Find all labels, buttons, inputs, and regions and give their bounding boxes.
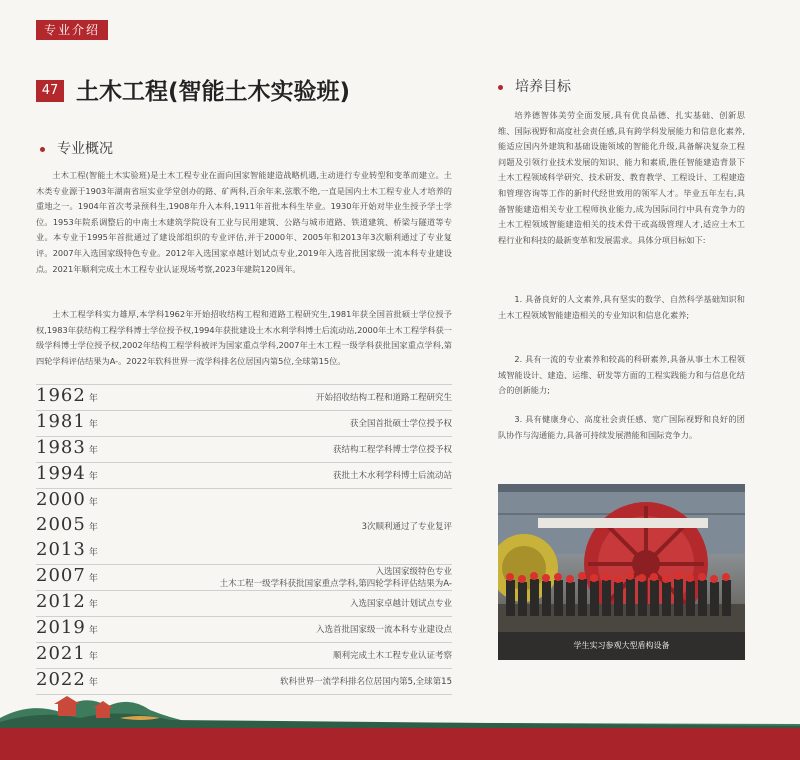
timeline-year [36,385,99,410]
timeline-year [36,463,99,488]
timeline-year [36,411,99,436]
timeline-row [36,590,452,616]
timeline-row [36,384,452,410]
year-suffix: 年 [88,574,99,584]
timeline-event: 软科世界一流学科排名位居国内第5,全球第15 [280,676,452,687]
timeline-years [36,437,99,462]
page-number-badge: 47 [36,80,64,102]
timeline-year [36,489,99,514]
goal-item-3: 3. 具有健康身心、高度社会责任感、宽广国际视野和良好的团队协作与沟通能力,具备可持续发展潜能和国际竞争力。 [498,414,745,440]
timeline-event: 开始招收结构工程和道路工程研究生 [315,392,452,403]
overview-heading-text: 专业概况 [57,141,113,157]
timeline-years [36,411,99,436]
overview-paragraph-2: 土木工程学科实力雄厚,本学科1962年开始招收结构工程和道路工程研究生,1981年获全国首批硕士学位授予权,1983年获结构工程学科博士学位授予权,1994年获批建设土木水利学科博士后流动站,2000年土木工程学科获一级学科博士学位授予权,2002年结构工程学科被评为国家重点学科,2007年土木工程一级学科获批国家重点学科,第四轮学科评估结果为A-。2022年软科世界一流学科排名位居国内第5位,全球第15位。 [36,309,452,366]
timeline-row [36,462,452,488]
year-suffix: 年 [88,678,99,688]
timeline-years [36,643,99,668]
timeline-events [350,418,452,430]
timeline-event: 顺利完成土木工程专业认证考察 [332,650,452,661]
overview-heading [40,138,113,158]
goal-item-1: 1. 具备良好的人文素养,具有坚实的数学、自然科学基础知识和土木工程领域智能建造相关的专业知识和信息化素养; [498,294,745,320]
year-suffix: 年 [88,600,99,610]
timeline-years [36,463,99,488]
timeline-events [362,521,452,533]
timeline-event: 入选首批国家级一流本科专业建设点 [315,624,452,635]
timeline-years [36,591,99,616]
year-number: 2021 [36,643,86,664]
timeline-row [36,564,452,590]
year-suffix: 年 [88,420,99,430]
timeline-years [36,385,99,410]
goals-heading-text: 培养目标 [515,79,571,95]
timeline-events [333,444,452,456]
goal-item-2: 2. 具有一流的专业素养和较高的科研素养,具备从事土木工程领域智能设计、建造、运维、研发等方面的工程实践能力和与信息化结合的创新能力; [498,354,745,396]
year-suffix: 年 [88,498,99,508]
timeline-years [36,489,99,564]
timeline-event: 土木工程一级学科获批国家重点学科,第四轮学科评估结果为A- [219,578,452,589]
bullet-dot-icon [40,147,45,152]
year-number: 2007 [36,565,86,586]
timeline-events [316,392,452,404]
goals-intro: 培养德智体美劳全面发展,具有优良品德、扎实基础、创新思维、国际视野和高度社会责任感,具有跨学科发展能力和信息化素养,能适应国内外建筑和基础设施领域的智能化升级,具备解决复杂工程问题及引领行业技术发展的知识、能力和素质,胜任智能建造背景下土木工程领域科学研究、技术研发、教育教学、工程设计、工程建造和管理咨询等工作的新时代经世致用的领军人才。毕业五年左右,具备智能建造相关专业工程师执业能力,成为国际同行中具有竞争力的土木工程领域智能建造相关的技术骨干或高级管理人才,适应土木工程行业和科技的最新变革和发展需求。具体分项目标如下: [498,110,745,245]
year-number: 2012 [36,591,86,612]
timeline-year [36,643,99,668]
timeline-row [36,410,452,436]
section-tag: 专业介绍 [36,20,108,40]
timeline-event: 入选国家卓越计划试点专业 [349,598,452,609]
year-suffix: 年 [88,652,99,662]
timeline-events [350,598,452,610]
year-number: 2005 [36,514,86,535]
timeline-events [280,676,452,688]
year-suffix: 年 [88,626,99,636]
year-number: 1994 [36,463,86,484]
year-suffix: 年 [88,548,99,558]
photo-caption: 学生实习参观大型盾构设备 [498,632,745,660]
timeline-events [333,470,452,482]
timeline-event: 3次顺利通过了专业复评 [361,521,452,532]
timeline-year [36,437,99,462]
timeline-event: 获全国首批硕士学位授予权 [349,418,452,429]
timeline-event: 获结构工程学科博士学位授予权 [332,444,452,455]
timeline-year [36,539,99,564]
bullet-dot-icon [498,85,503,90]
year-number: 2019 [36,617,86,638]
footer-bar [0,728,800,760]
timeline-row [36,616,452,642]
year-number: 2000 [36,489,86,510]
timeline-event: 获批土木水利学科博士后流动站 [332,470,452,481]
year-number: 2022 [36,669,86,690]
milestone-timeline [36,384,452,695]
timeline-years [36,617,99,642]
timeline-events [316,624,452,636]
timeline-row [36,488,452,564]
page-title: 土木工程(智能土木实验班) [76,79,351,105]
year-suffix: 年 [88,394,99,404]
year-number: 2013 [36,539,86,560]
timeline-year [36,617,99,642]
overview-paragraph-1: 土木工程(智能土木实验班)是土木工程专业在面向国家智能建造战略机遇,主动进行专业转型和变革而建立。土木类专业源于1903年湖南省垣实业学堂创办的路、矿两科,百余年来,弦歌不绝,一直是国内土木工程专业人才培养的重地之一。1904年首次考录预科生,1908年升入本科,1911年首批本科生毕业。1930年开始对毕业生授予学士学位。1953年院系调整后的中南土木建筑学院设有工业与民用建筑、公路与城市道路、铁道建筑、桥梁与隧道等专业。本专业于1995年首批通过了建设部组织的专业评估,并于2000年、2005年和2013年3次顺利通过了专业复评。2007年入选国家级特色专业。2012年入选国家卓越计划试点专业,2019年入选首批国家级一流本科专业建设点。2021年顺利完成土木工程专业认证现场考察,2023年建院120周年。 [36,170,452,274]
year-suffix: 年 [88,523,99,533]
timeline-years [36,565,99,590]
timeline-row [36,436,452,462]
year-number: 1962 [36,385,86,406]
year-suffix: 年 [88,446,99,456]
timeline-row [36,642,452,668]
timeline-year [36,565,99,590]
timeline-event: 入选国家级特色专业 [375,566,452,577]
goals-heading [498,76,571,96]
timeline-year [36,591,99,616]
year-number: 1983 [36,437,86,458]
year-suffix: 年 [88,472,99,482]
year-number: 1981 [36,411,86,432]
timeline-events [333,650,452,662]
timeline-events [220,566,452,590]
timeline-year [36,514,99,539]
landscape-decoration [0,688,800,728]
